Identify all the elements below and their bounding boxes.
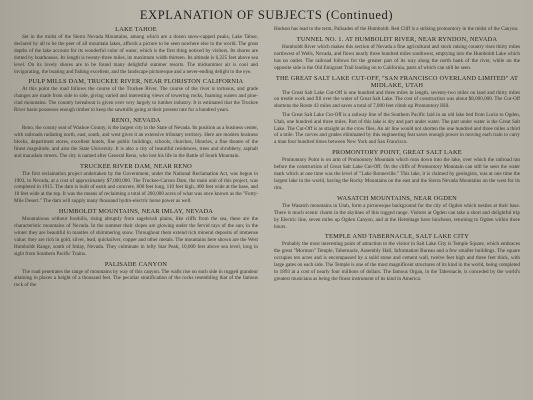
section-paragraph: Reno, the county seat of Washoe County, is the largest city in the State of Nevada. Its position as a business center, with railroads radiating north, east, south, and west gives it an extensive tributary territory. Here are modern business blocks, department stores, excellent hotels, fine public buildings, schools, churches, libraries, a fine theatre of the finest magnitude, and also the State University. It is also a city of beautiful residences, trees and shrubbery, asphalt and macadam streets. The city is named after General Reno, who lost his life in the Battle of South Mountain. xyxy=(14,125,258,159)
section-wasatch-mountains xyxy=(274,195,520,231)
section-heading: WASATCH MOUNTAINS, NEAR OGDEN xyxy=(337,194,457,202)
section-paragraph: Set in the midst of the Sierra Nevada Mountains, among which are a dozen snow-capped peaks, Lake Tahoe, declared by all to be the peer of all mountain lakes, affords a picture to be seen nowhere else in the world. The great depths of the lake account for its wonderful color of water, which is the first thing noticed by visitors. Its shores are dotted by boathouses. Its length is twenty-three miles, its maximum width thirteen. Its altitude is 6,225 feet above sea level. On its lovely shores are to be found many delightful summer resorts. The midsummer air is cool and invigorating, the boating and fishing excellent, and the landscape picturesque and a never-ending delight to the eye. xyxy=(14,34,258,75)
section-palisade-continued xyxy=(274,26,520,33)
section-heading: PROMONTORY POINT, GREAT SALT LAKE xyxy=(332,149,462,157)
section-heading: THE GREAT SALT LAKE CUT-OFF, "SAN FRANCISCO OVERLAND LIMITED" AT MIDLAKE, UTAH xyxy=(275,74,519,89)
section-promontory-point xyxy=(274,149,520,192)
section-paragraph: At this point the road follows the course of the Truckee River. The course of the river is tortuous, and grade changes are made from side to side, giving varied and interesting views of towering rocks, foaming waters and pine-clad mountains. The country hereabout is given over very largely to lumber industry. It is estimated that the Truckee River basin possesses enough timber to keep the sawmills going at their present rate for a hundred years. xyxy=(14,86,258,114)
section-heading: TRUCKEE RIVER DAM, NEAR RENO xyxy=(80,162,192,170)
section-heading: PULP MILLS DAM, TRUCKEE RIVER, NEAR FLORISTON CALIFORNIA xyxy=(28,78,244,86)
section-tunnel-no-1 xyxy=(274,36,520,72)
section-paragraph: Promontory Point is on arm of Promontory Mountain which runs down into the lake, over which the railroad ran before the construction of Great Salt Lake Cut-Off. On the cliffs of Promontory Mountain can still be seen the water mark which at one time was the level of "Lake Bonneville." This lake, it is claimed by geologists, was at one time the largest lake in the world, having the Rocky Mountains on the east and the Sierra Nevada Mountains on the west for its rim. xyxy=(274,157,520,191)
section-temple-tabernacle xyxy=(274,233,520,282)
section-paragraph: The Wasatch mountains in Utah, form a picturesque background for the city of Ogden which nestles at their base. There is much scenic charm in the skylines of this rugged range. Visitors at Ogden can take a short and delightful trip by Electric line, seven miles up Ogden Canyon, and at the Hermitage have luncheon, returning to Ogden within three hours. xyxy=(274,202,520,230)
section-heading: TUNNEL NO. 1. AT HUMBOLDT RIVER, NEAR RYNDON, NEVADA xyxy=(296,35,498,43)
section-paragraph: Mountainous without foothills, rising abruptly from sagebrush plains, like cliffs from the sea, these are the characteristic mountains of Nevada. In the summer their slopes are glowing under the fervid rays of the sun; in the winter they are beautiful in mantles of shimmering snow. Throughout them extend rich mineral deposits of immense value; they are rich in gold, silver, lead, quicksilver, copper and other metals. The mountains here shown are the West Humboldt Range, south of Imlay, Nevada. They culminate in lofty Star Peak, 10,000 feet above sea level, long in sight from Southern Pacific Trains. xyxy=(14,216,258,257)
section-palisade-canyon xyxy=(14,261,258,290)
page-title: EXPLANATION OF SUBJECTS (Continued) xyxy=(139,8,394,22)
section-pulp-mills-dam xyxy=(14,78,258,114)
section-heading: HUMBOLDT MOUNTAINS, NEAR IMLAY, NEVADA xyxy=(58,208,214,216)
left-column xyxy=(14,26,258,398)
section-lake-tahoe xyxy=(14,26,258,75)
right-column xyxy=(274,26,520,398)
section-paragraph: The first reclamation project undertaken by the Government, under the National Reclamation Act, was begun in 1903, in Nevada, at a cost of approximately $7,000,000. The Truckee-Carson Dam, the main unit of this project, was completed in 1915. The dam is built of earth and concrete, 800 feet long, 110 feet high, 400 feet wide at the base, and 18 feet wide at the top. It was the means of reclaiming a total of 200,000 acres of what was once known as the "Forty-Mile Desert." The dam will supply many thousand hydro-electric horse power as well. xyxy=(14,170,258,205)
section-paragraph: The Great Salt Lake Cut-Off is a railway line of the Southern Pacific laid in an old lake bed from Lucin to Ogden, Utah, one hundred and three miles. Part of this lake is dry and part under water. The part under water is the Great Salt Lake. The Cut-Off is as straight as the crow flies. An air line would not shorten the one hundred and three miles a third of a mile. The curves and grades eliminated by this engineering feat saves enough power in moving each train to carry a man four hundred times between New York and San Francisco. xyxy=(274,111,520,146)
section-reno-nevada xyxy=(14,117,258,160)
section-heading: TEMPLE AND TABERNACLE, SALT LAKE CITY xyxy=(324,233,470,241)
section-truckee-river-dam xyxy=(14,163,258,206)
section-heading: PALISADE CANYON xyxy=(104,260,168,268)
section-paragraph: The road penetrates the range of mountains by way of this canyon. The walls rise on each side in rugged grandeur attaining in places a height of a thousand feet. The peculiar stratification of the rocks resembling that of the famous rock of the xyxy=(14,268,258,289)
section-salt-lake-cutoff xyxy=(274,75,520,147)
section-paragraph: Hudson has lead to the term, Palisades of the Humboldt. Red Cliff is a striking promontory in the midst of the Canyon. xyxy=(274,26,519,32)
section-paragraph: The Great Salt Lake Cut-Off is one hundred and three miles in length, seventy-two miles on land and thirty miles on trestle work and fill over the water of Great Salt Lake. The cost of construction was about $8,000,000. The Cut-Off shortens the Route 43 miles and saves a total of 7,000 feet climb up Promontory Hill. xyxy=(274,89,520,110)
section-paragraph: Humboldt River which makes this section of Nevada a fine agricultural and stock raising country rises thirty miles northwest of Wells, Nevada, and flows nearly three hundred miles southwest, emptying into the Humboldt Lake which has no outlet. The railroad follows for the greater part of its way along the north bank of the river, while on the opposite side is the Old Emigrant Trail leading on to California, parts of which can still be seen. xyxy=(274,43,520,71)
section-heading: RENO, NEVADA xyxy=(111,117,161,125)
section-paragraph: Probably the most interesting point of attraction to the visitor in Salt Lake City is Temple Square, which embraces the great "Mormon" Temple, Tabernacle, Assembly Hall, Information Bureau and a few smaller buildings. The square occupies ten acres and is encompassed by a solid stone and cement wall, twelve feet high and three feet thick, with large gates on each side. The Temple is one of the most magnificent structures of its kind in the world, being completed in 1893 at a cost of nearly four millions of dollars. The famous Organ, in the Tabernacle, is conceded by the world's greatest musicians as being the finest instrument of its kind in America. xyxy=(274,241,520,282)
section-heading: LAKE TAHOE xyxy=(115,26,157,33)
section-humboldt-mountains xyxy=(14,208,258,257)
